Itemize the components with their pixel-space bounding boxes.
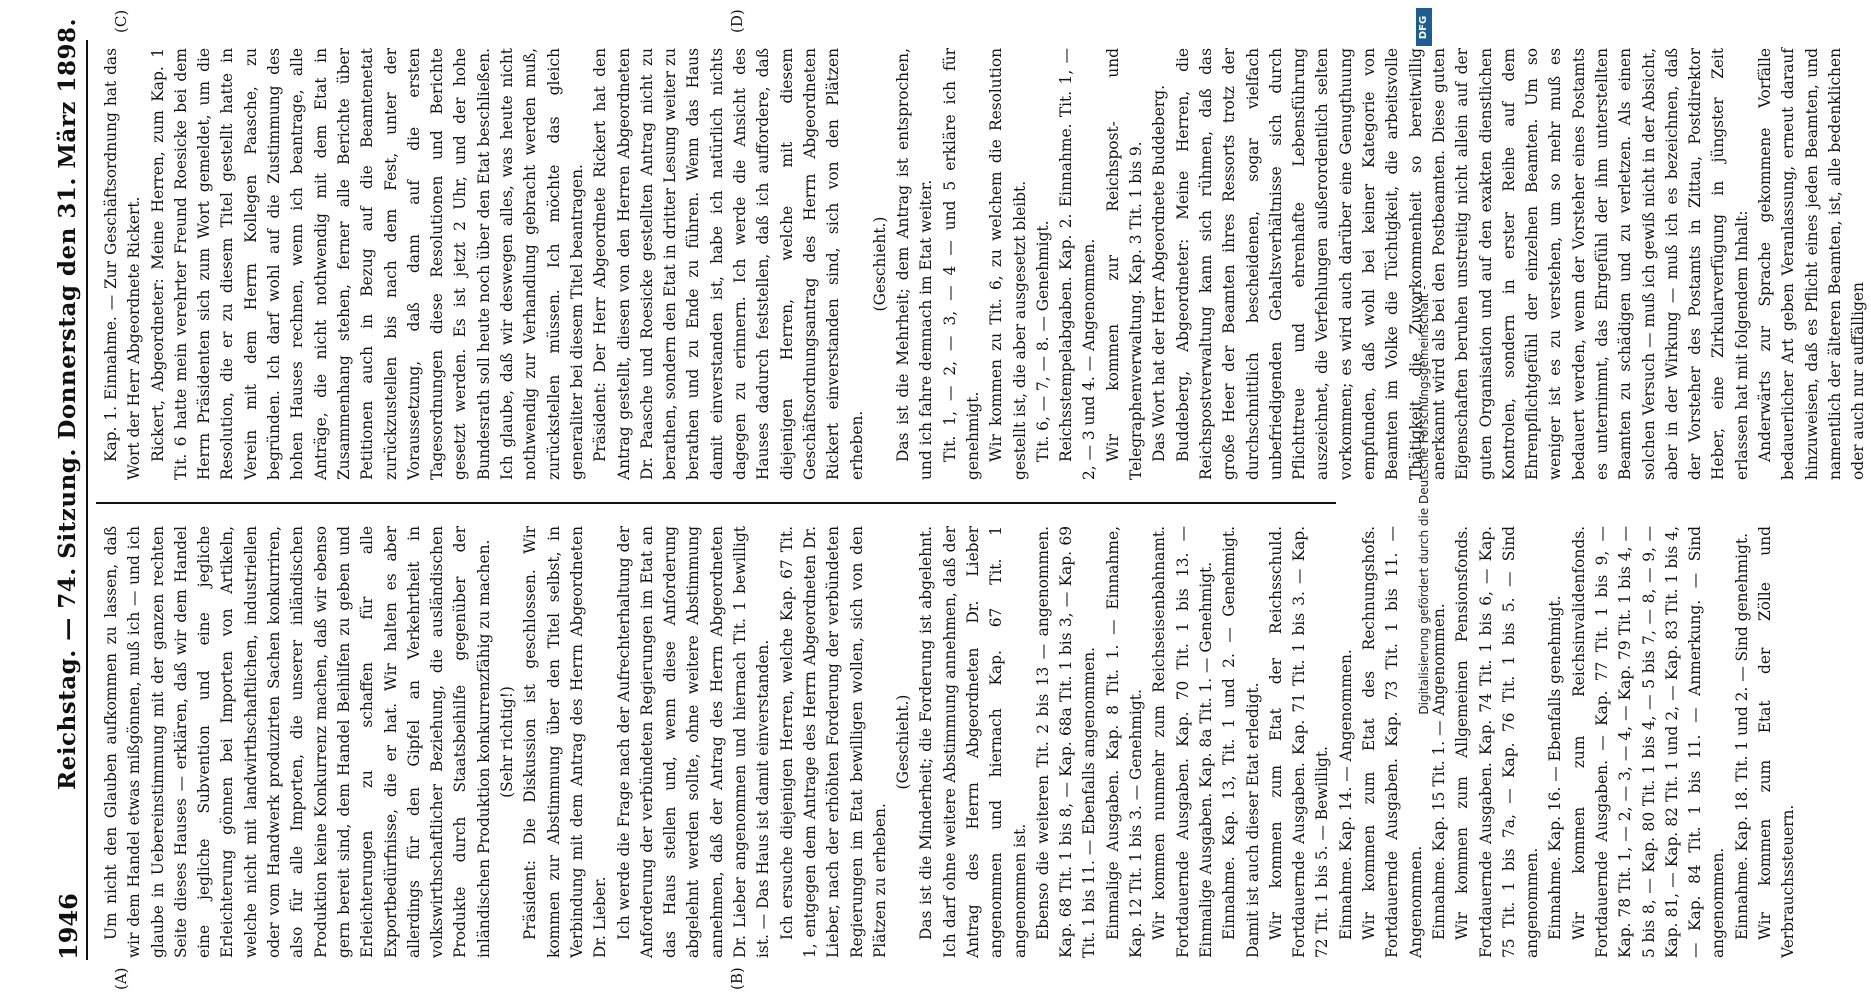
left-column-paragraph: Ebenso die weiteren Tit. 2 bis 13 — angenommen. Kap. 68 Tit. 1 bis 8, — Kap. 68a Tit. 1 bis 3, — Kap. 69 Tit. 1 bis 11. — Ebenfalls angenommen. <box>1033 526 1099 958</box>
right-column-paragraph: (Geschieht.) <box>870 216 889 312</box>
page-number: 1946 <box>54 893 83 960</box>
left-column-paragraph: Wir kommen nunmehr zum Reichseisenbahnamt. Fortdauernde Ausgaben. Kap. 70 Tit. 1 bis 13. — Einmalige Ausgaben. Kap. 8a Tit. 1. — Genehmigt. <box>1150 526 1215 958</box>
right-column-paragraph: Rickert, Abgeordneter: Meine Herren, zum Kap. 1 Tit. 6 hatte mein verehrter Freund Roesicke bei dem Herrn Präsidenten sich zum Wort gemeldet, um die Resolution, die er zu diesem Titel gestellt hatte in Verein mit dem Herrn Kollegen Paasche, zu begründen. Ich darf wohl auf die Zustimmung des hohen Hauses rechnen, wenn ich beantrage, alle Anträge, die nicht nothwendig mit dem Etat in Zusammenhang stehen, ferner alle Berichte über Petitionen auch in Bezug auf die Beamtenetat zurückzustellen bis nach dem Fest, unter der Voraussetzung, daß dann auf die ersten Tagesordnungen diese Resolutionen und Berichte gesetzt werden. Es ist jetzt 2 Uhr, und der hohe Bundesrath soll heute noch über den Etat beschließen. Ich glaube, daß wir deswegen alles, was heute nicht nothwendig zur Verhandlung gebracht werden muß, zurückstellen müssen. Ich möchte das gleich generaliter bei diesem Titel beantragen. <box>148 48 586 480</box>
margin-mark-b: (B) <box>728 967 746 990</box>
left-column-paragraph: Wir kommen zum Etat der Reichsschuld. Fortdauernde Ausgaben. Kap. 71 Tit. 1 bis 3. — Kap. 72 Tit. 1 bis 5. — Bewilligt. <box>1266 526 1332 958</box>
margin-mark-d: (D) <box>728 9 746 33</box>
column-divider <box>96 502 1336 504</box>
left-column-paragraph: Einnahme. Kap. 15 Tit. 1. — Angenommen. <box>1429 603 1448 940</box>
right-column-paragraph: Präsident: Der Herr Abgeordnete Rickert hat den Antrag gestellt, diesen von den Herren Abgeordneten Dr. Paasche und Roesicke gestellten Antrag nicht zu berathen, sondern den Etat in dritter Lesung weiter zu berathen und zu Ende zu führen. Wenn das Haus damit einverstanden ist, habe ich natürlich nichts dagegen zu erinnern. Ich werde die Ansicht des Hauses dadurch feststellen, daß ich auffordere, daß diejenigen Herren, welche mit diesem Geschäftsordnungsantrag des Herrn Abgeordneten Rickert einverstanden sind, sich von den Plätzen erheben. <box>591 48 866 480</box>
left-column-paragraph: Einnahme. Kap. 14. — Angenommen. <box>1336 649 1355 940</box>
right-column-paragraph: Reichsstempelabgaben. Kap. 2. Einnahme. Tit. 1, — 2, — 3 und 4. — Angenommen. <box>1057 48 1099 480</box>
digitization-credit <box>1414 0 1434 1000</box>
left-column-paragraph: (Sehr richtig!) <box>498 686 517 798</box>
right-column-paragraph: Buddeberg, Abgeordneter: Meine Herren, die Reichspostverwaltung kann sich rühmen, daß das große Heer der Beamten ihres Ressorts trotz der durchschnittlich bescheidenen, sogar vielfach unbefriedigenden Gehaltsverhältnisse sich durch Pflichttreue und ehrenhafte Lebensführung auszeichnet, die Verfehlungen außerordentlich selten vorkommen; es wird auch darüber eine Genugthuung empfunden, daß wohl bei keiner Kategorie von Beamten im Volke die Tüchtigkeit, die arbeitsvolle Thätigkeit, die Zuvorkommenheit so bereitwillig anerkannt wird als bei den Postbeamten. Diese guten Eigenschaften beruhen unstreitig nicht allein auf der guten Organisation und auf den exakten dienstlichen Kontrolen, sondern in erster Reihe auf dem Ehrenpflichtgefühl der einzelnen Beamten. Um so weniger ist es zu verstehen, um so mehr muß es bedauert werden, wenn der Vorsteher eines Postamts es unternimmt, das Ehrgefühl der ihm unterstellten Beamten zu schädigen und zu verletzen. Als einen solchen Versuch — muß ich gewiß nicht in der Absicht, aber in der Wirkung — muß ich es bezeichnen, daß der Vorsteher des Postamts in Zittau, Postdirektor Heber, eine Zirkularverfügung in jüngster Zeit erlassen hat mit folgendem Inhalt: <box>1173 48 1751 480</box>
dfg-logo-text: DFG <box>1418 15 1430 39</box>
right-column-paragraph: Das ist die Mehrheit; dem Antrag ist entsprochen, und ich fahre demnach im Etat weiter. <box>894 48 936 480</box>
right-column-paragraph: Tit. 6, — 7, — 8. — Genehmigt. <box>1033 220 1052 462</box>
left-column-paragraph: Wir kommen zum Allgemeinen Pensionsfonds. Fortdauernde Ausgaben. Kap. 74 Tit. 1 bis 6, — Kap. 75 Tit. 1 bis 7a, — Kap. 76 Tit. 1 bis 5. — Sind angenommen. <box>1453 526 1542 958</box>
right-column-paragraph: Wir kommen zur Reichspost- und Telegraphenverwaltung. Kap. 3 Tit. 1 bis 9. <box>1103 48 1146 480</box>
right-column-paragraph: Kap. 1. Einnahme. — Zur Geschäftsordnung hat das Wort der Herr Abgeordnete Rickert. <box>102 48 144 480</box>
right-column-paragraph: Das Wort hat der Herr Abgeordnete Buddeberg. <box>1150 85 1169 462</box>
running-title: Reichstag. — 74. Sitzung. Donnerstag den 31. März 1898. <box>54 18 81 790</box>
left-column-paragraph: Das ist die Minderheit; die Forderung ist abgelehnt. Ich darf ohne weitere Abstimmung annehmen, daß der Antrag des Herrn Abgeordneten Dr. Lieber angenommen und hiernach Kap. 67 Tit. 1 angenommen ist. <box>917 526 1029 958</box>
left-column-paragraph: Einmalige Ausgaben. Kap. 8 Tit. 1. — Einnahme, Kap. 12 Tit. 1 bis 3. — Genehmigt. <box>1103 526 1146 958</box>
margin-mark-c: (C) <box>112 9 130 33</box>
right-text-column <box>100 48 1868 480</box>
left-column-paragraph: Einnahme. Kap. 13, Tit. 1 und 2. — Genehmigt. Damit ist auch dieser Etat erledigt. <box>1220 526 1262 958</box>
left-column-paragraph: Wir kommen zum Reichsinvalidenfonds. Fortdauernde Ausgaben. — Kap. 77 Tit. 1 bis 9, — Kap. 78 Tit. 1, — 2, — 3, — 4, — Kap. 79 Tit. 1 bis 4, — 5 bis 8, — Kap. 80 Tit. 1 bis 4, — 5 bis 7, — 8, — 9, — Kap. 81, — Kap. 82 Tit. 1 und 2, — Kap. 83 Tit. 1 bis 4, — Kap. 84 Tit. 1 bis 11. — Anmerkung. — Sind angenommen. <box>1569 526 1728 958</box>
right-column-paragraph: Anderwärts zur Sprache gekommene Vorfälle bedauerlicher Art geben Veranlassung, erneut darauf hinzuweisen, daß es Pflicht eines jeden Beamten, und namentlich der älteren Beamten, ist, alle bedenklichen oder auch nur auffälligen <box>1756 48 1868 480</box>
left-column-paragraph: (Geschieht.) <box>894 694 913 790</box>
left-column-paragraph: Ich ersuche diejenigen Herren, welche Kap. 67 Tit. 1, entgegen dem Antrage des Herrn Abgeordneten Dr. Lieber, nach der erhöhten Forderung der verbündeten Regierungen im Etat bewilligen wollen, sich von den Plätzen zu erheben. <box>777 526 889 958</box>
left-column-paragraph: Ich werde die Frage nach der Aufrechterhaltung der Anforderung der verbündeten Regierungen im Etat an das Haus stellen und, wenn diese Anforderung abgelehnt werden sollte, ohne weitere Abstimmung annehmen, daß der Antrag des Herrn Abgeordneten Dr. Lieber angenommen und hiernach Tit. 1 bewilligt ist. — Das Haus ist damit einverstanden. <box>614 526 773 958</box>
left-column-paragraph: Um nicht den Glauben aufkommen zu lassen, daß wir dem Handel etwas mißgönnen, muß ich — und ich glaube in Uebereinstimmung mit der ganzen rechten Seite dieses Hauses — erklären, daß wir dem Handel eine jegliche Subvention und eine jegliche Erleichterung gönnen bei Importen von Artikeln, welche nicht mit landwirthschaftlichen, industriellen oder vom Handwerk produzirten Sachen konkurriren, also für alle Importen, die unserer inländischen Produktion keine Konkurrenz machen, daß wir ebenso gern bereit sind, dem Handel Beihilfen zu geben und Erleichterungen zu schaffen für alle Exportbedürfnisse, die er hat. Wir halten es aber allerdings für den Gipfel an Verkehrtheit in volkswirthschaftlicher Beziehung, die ausländischen Produkte durch Staatsbeihilfe gegenüber der inländischen Produktion konkurrenzfähig zu machen. <box>102 526 493 958</box>
left-text-column <box>100 526 1798 958</box>
left-column-paragraph: Präsident: Die Diskussion ist geschlossen. Wir kommen zur Abstimmung über den Titel selbst, in Verbindung mit dem Antrag des Herrn Abgeordneten Dr. Lieber. <box>521 526 610 958</box>
left-column-paragraph: Wir kommen zum Etat der Zölle und Verbrauchssteuern. <box>1756 526 1798 958</box>
left-column-paragraph: Wir kommen zum Etat des Rechnungshofs. Fortdauernde Ausgaben. Kap. 73 Tit. 1 bis 11. — Angenommen. <box>1360 526 1425 958</box>
left-column-paragraph: Einnahme. Kap. 18. Tit. 1 und 2. — Sind genehmigt. <box>1732 533 1751 940</box>
dfg-logo <box>1416 8 1432 46</box>
credit-text: Digitalisierung gefördert durch die Deutsche Forschungsgemeinschaft - <box>1417 285 1431 715</box>
left-column-paragraph: Einnahme. Kap. 16. — Ebenfalls genehmigt. <box>1546 595 1565 940</box>
right-column-paragraph: Tit. 1, — 2, — 3, — 4 — und 5 erkläre ich für genehmigt. <box>940 48 982 480</box>
margin-mark-a: (A) <box>112 967 130 990</box>
right-column-paragraph: Wir kommen zu Tit. 6, zu welchem die Resolution gestellt ist, die aber ausgesetzt bleibt. <box>987 48 1029 480</box>
page-header <box>46 18 88 960</box>
